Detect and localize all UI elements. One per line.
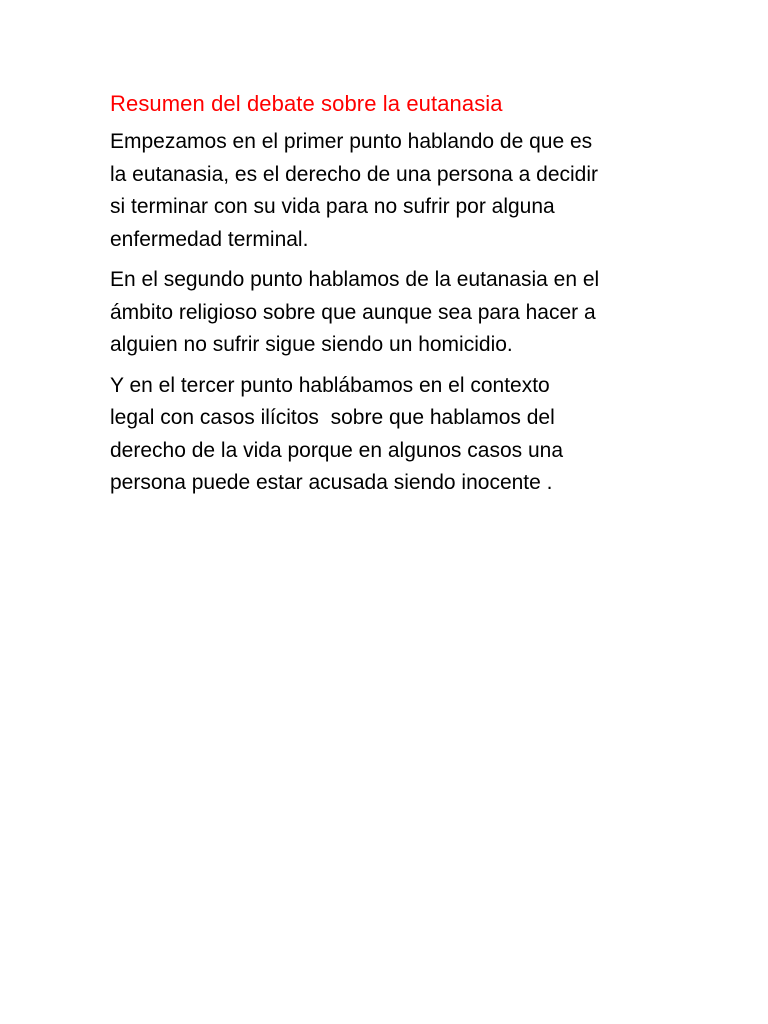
paragraph-religious: En el segundo punto hablamos de la eutanasia en el ámbito religioso sobre que aunque sea para hacer a alguien no sufrir sigue siendo un homicidio. bbox=[110, 268, 600, 356]
document-body bbox=[110, 88, 690, 508]
document-title: Resumen del debate sobre la eutanasia bbox=[110, 91, 503, 116]
paragraph-definition: Empezamos en el primer punto hablando de que es la eutanasia, es el derecho de una persona a decidir si terminar con su vida para no sufrir por alguna enfermedad terminal. bbox=[110, 130, 599, 251]
paragraph-legal: Y en el tercer punto hablábamos en el contexto legal con casos ilícitos sobre que hablamos del derecho de la vida porque en algunos casos una persona puede estar acusada siendo inocente . bbox=[110, 373, 563, 494]
